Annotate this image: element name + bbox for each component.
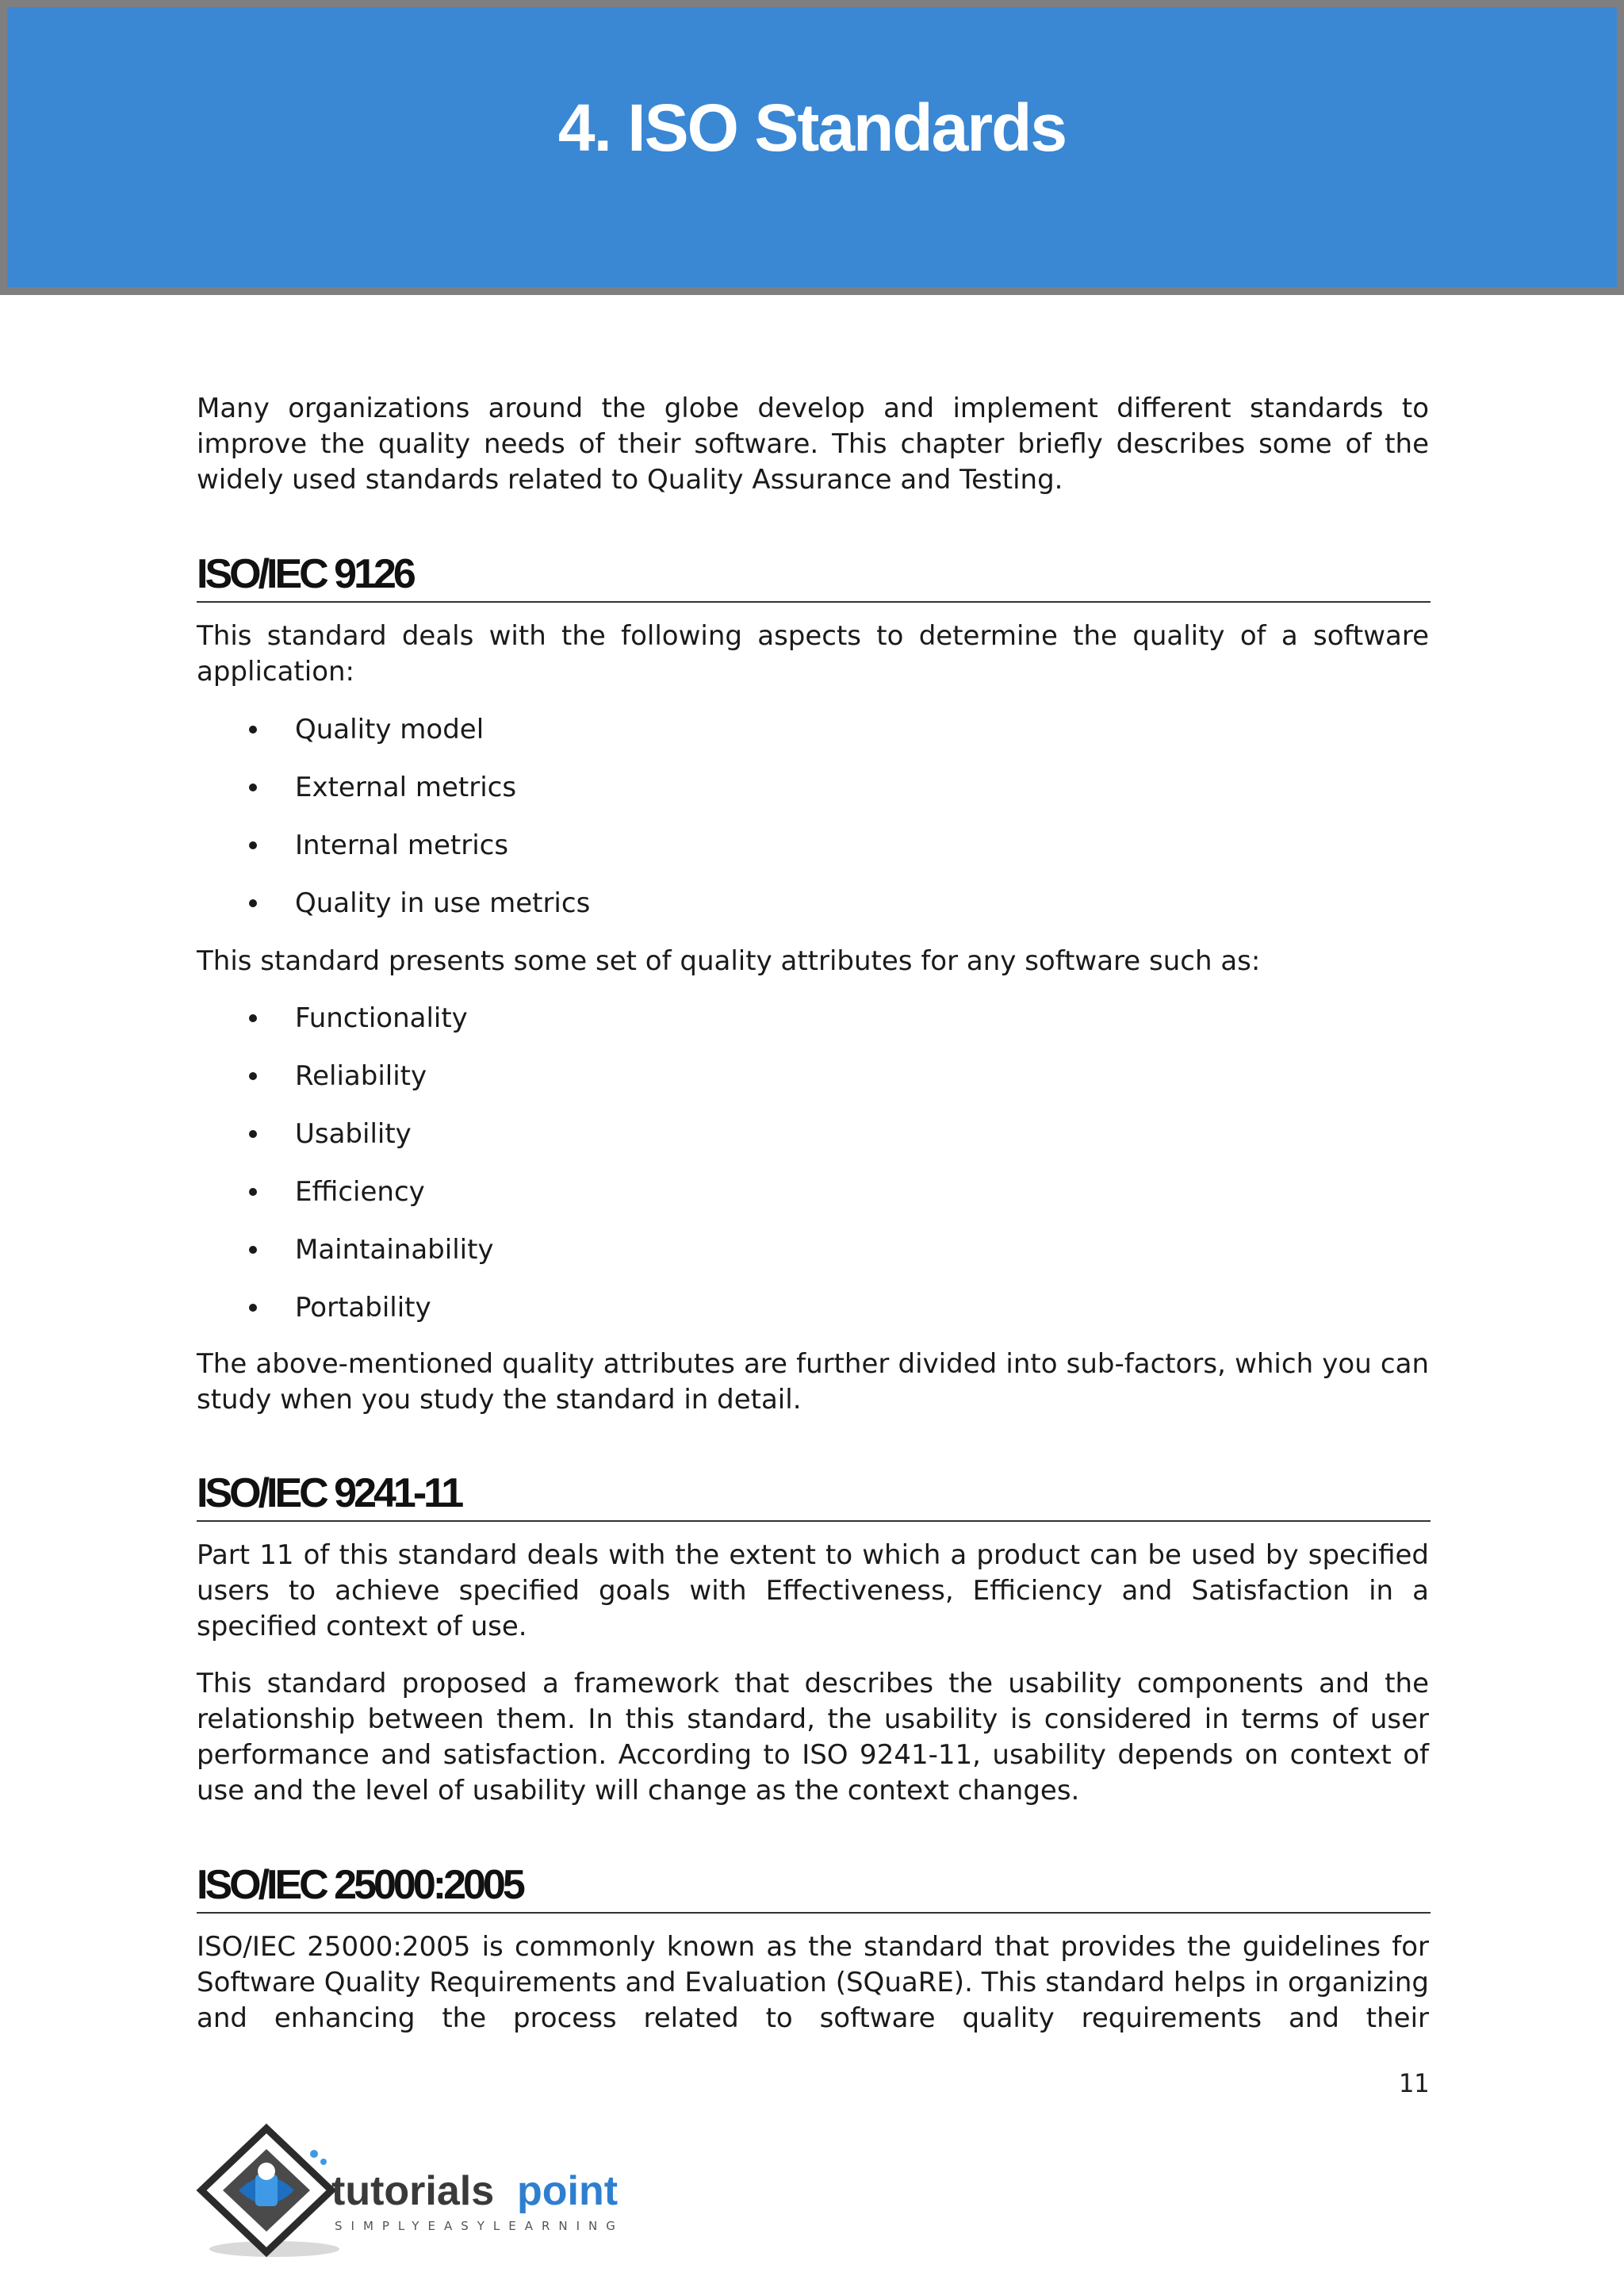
section-1-paragraph-2: This standard presents some set of quality attributes for any software such as:: [197, 945, 1261, 977]
list-item-label: Internal metrics: [295, 829, 509, 861]
list-item-label: Usability: [295, 1118, 412, 1150]
list-item: [197, 770, 590, 828]
section-1-list-2: [197, 1001, 494, 1348]
logo-text-point: point: [517, 2168, 619, 2214]
section-1-list-1: [197, 712, 590, 944]
list-item: [197, 1059, 494, 1117]
list-item: [197, 1174, 494, 1232]
chapter-title: 4. ISO Standards: [557, 90, 1067, 165]
bullet-icon: [249, 784, 257, 791]
page-number: 11: [1398, 2068, 1429, 2098]
chapter-banner: [0, 0, 1624, 295]
section-2-paragraph-1: Part 11 of this standard deals with the extent to which a product can be used by specified users to achieve specified goals with Effectiveness, Efficiency and Satisfaction in a specified context of use.: [197, 1539, 1429, 1642]
list-item-label: Reliability: [295, 1060, 427, 1092]
logo-tagline: SIMPLYEASYLEARNING: [335, 2219, 624, 2233]
list-item-label: Maintainability: [295, 1234, 494, 1266]
section-heading-iso-9241-11: ISO/IEC 9241-11: [197, 1469, 1431, 1522]
bullet-icon: [249, 841, 257, 849]
intro-paragraph: Many organizations around the globe develop and implement different standards to improve the quality needs of their software. This chapter briefly describes some of the widely used standards related to Quality Assurance and Testing.: [197, 393, 1429, 496]
section-heading-iso-25000: ISO/IEC 25000:2005: [197, 1861, 1431, 1914]
bullet-icon: [249, 899, 257, 907]
bullet-icon: [249, 1072, 257, 1080]
list-item-label: Portability: [295, 1292, 431, 1324]
bullet-icon: [249, 1188, 257, 1196]
tutorialspoint-logo: [195, 2122, 671, 2265]
list-item: [197, 828, 590, 886]
section-1-paragraph-1: This standard deals with the following aspects to determine the quality of a software application:: [197, 620, 1429, 688]
bullet-icon: [249, 726, 257, 734]
list-item-label: Quality in use metrics: [295, 887, 591, 919]
section-2-paragraph-2: This standard proposed a framework that describes the usability components and the relationship between them. In this standard, the usability is considered in terms of user performance and satisfaction. According to ISO 9241-11, usability depends on context of use and the level of usability will change as the context changes.: [197, 1668, 1429, 1806]
section-1-paragraph-3: The above-mentioned quality attributes are further divided into sub-factors, which you can study when you study the standard in detail.: [197, 1348, 1429, 1416]
list-item-label: Functionality: [295, 1002, 468, 1034]
list-item: [197, 1232, 494, 1290]
list-item-label: Quality model: [295, 714, 485, 745]
bullet-icon: [249, 1246, 257, 1254]
list-item: [197, 1290, 494, 1348]
list-item-label: External metrics: [295, 772, 517, 803]
list-item-label: Efficiency: [295, 1176, 425, 1208]
list-item: [197, 1001, 494, 1059]
list-item: [197, 886, 590, 944]
logo-text-tutorials: tutorials: [331, 2168, 495, 2214]
section-heading-iso-9126: ISO/IEC 9126: [197, 550, 1431, 603]
bullet-icon: [249, 1014, 257, 1022]
list-item: [197, 712, 590, 770]
list-item: [197, 1117, 494, 1174]
bullet-icon: [249, 1130, 257, 1138]
section-3-paragraph-1: ISO/IEC 25000:2005 is commonly known as the standard that provides the guidelines for Software Quality Requirements and Evaluation (SQuaRE). This standard helps in organizing and enhancing the process related to software quality requirements and their: [197, 1931, 1429, 2034]
bullet-icon: [249, 1304, 257, 1312]
